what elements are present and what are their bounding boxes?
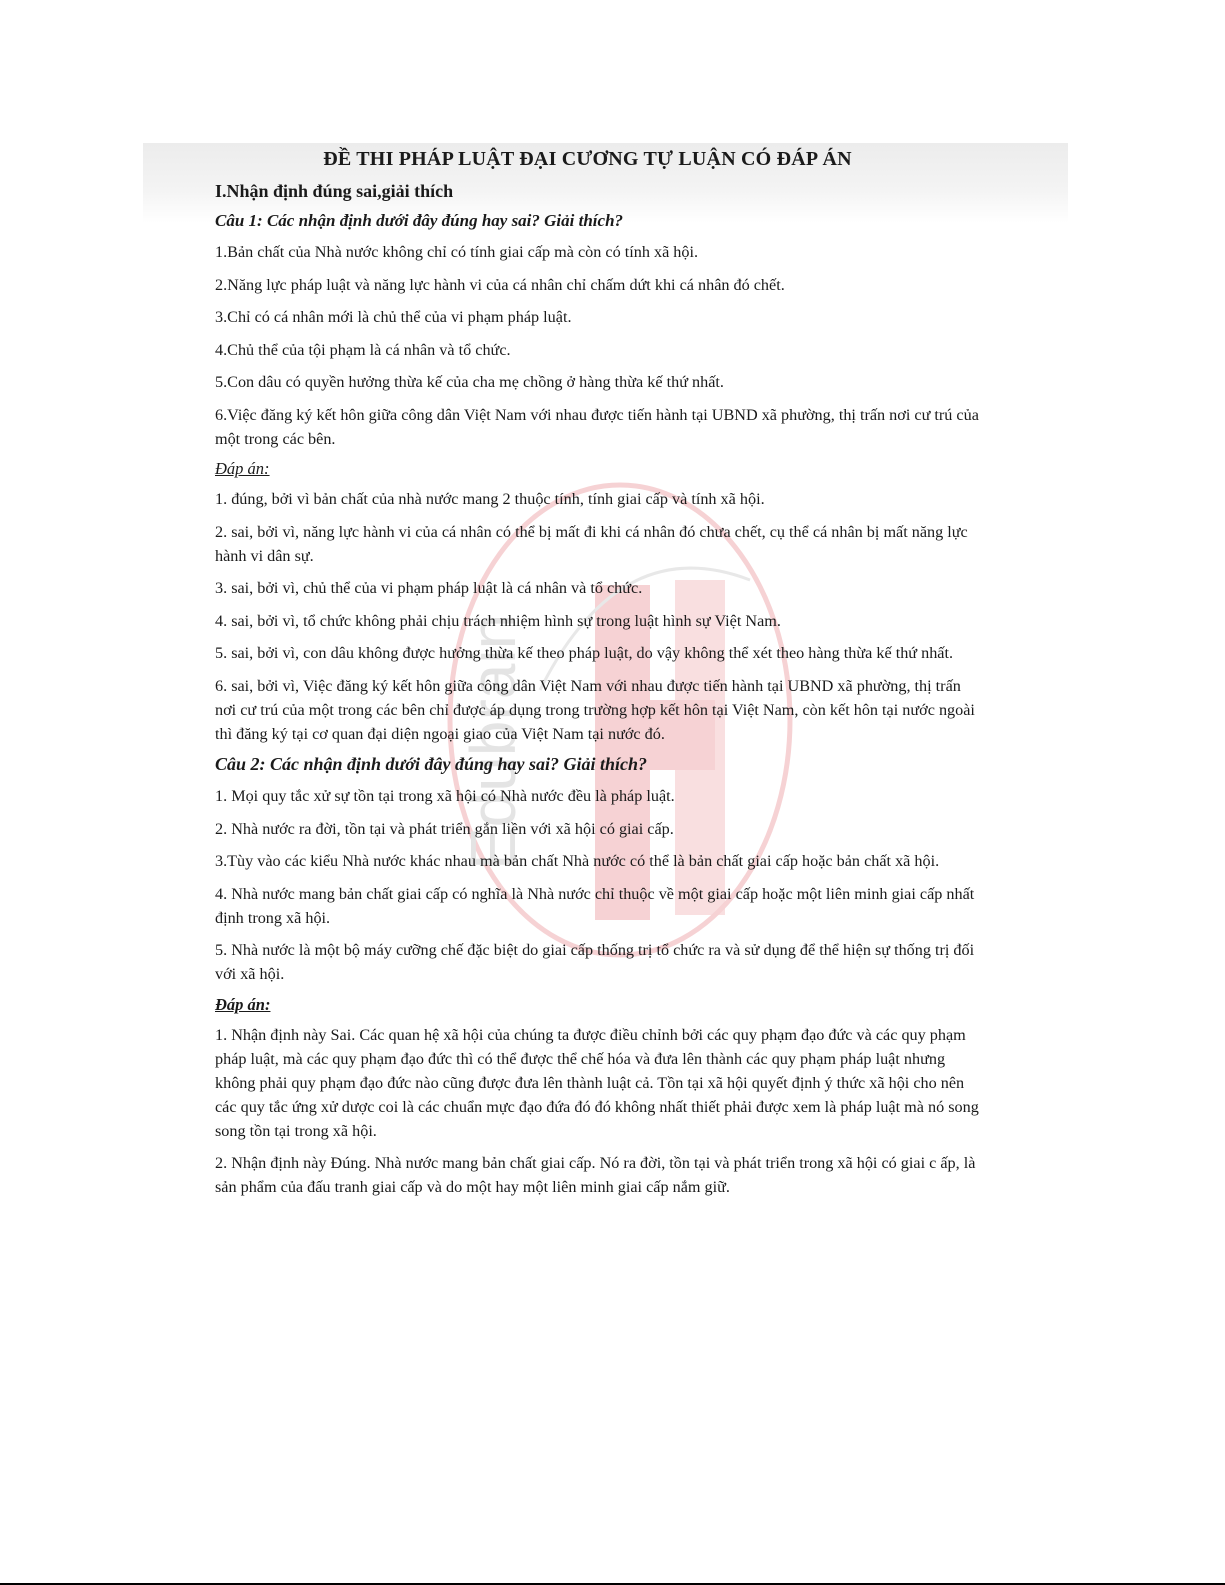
question-1-heading: Câu 1: Các nhận định dưới đây đúng hay sai? Giải thích? bbox=[215, 211, 624, 230]
q1-answer-4: 4. sai, bởi vì, tổ chức không phải chịu trách nhiệm hình sự trong luật hình sự Việt Nam. bbox=[215, 611, 781, 630]
q1-answer-1: 1. đúng, bởi vì bản chất của nhà nước mang 2 thuộc tính, tính giai cấp và tính xã hội. bbox=[215, 490, 765, 508]
q2-statement-5: 5. Nhà nước là một bộ máy cưỡng chế đặc biệt do giai cấp thống trị tổ chức ra và sử dụng để thể hiện sự thống trị đối với xã hội. bbox=[215, 941, 975, 983]
q2-answer-2: 2. Nhận định này Đúng. Nhà nước mang bản chất giai cấp. Nó ra đời, tồn tại và phát triển trong xã hội có giai c ấp, là sản phẩm của đấu tranh giai cấp và do một hay một liên minh giai cấp nắm giữ. bbox=[215, 1154, 976, 1196]
q1-statement-6: 6.Việc đăng ký kết hôn giữa công dân Việt Nam với nhau được tiến hành tại UBND xã phường, thị trấn nơi cư trú của một trong các bên. bbox=[215, 405, 979, 448]
q2-statement-4: 4. Nhà nước mang bản chất giai cấp có nghĩa là Nhà nước chỉ thuộc về một giai cấp hoặc một liên minh giai cấp nhất định trong xã hội. bbox=[215, 884, 975, 927]
q2-answer-label: Đáp án: bbox=[215, 994, 271, 1014]
q1-answer-label: Đáp án: bbox=[215, 459, 270, 478]
page-title: ĐỀ THI PHÁP LUẬT ĐẠI CƯƠNG TỰ LUẬN CÓ ĐÁP ÁN bbox=[323, 148, 852, 170]
q1-answer-3: 3. sai, bởi vì, chủ thể của vi phạm pháp luật là cá nhân và tổ chức. bbox=[215, 579, 643, 597]
document-body bbox=[215, 148, 980, 1208]
q1-statement-3: 3.Chỉ có cá nhân mới là chủ thể của vi phạm pháp luật. bbox=[215, 308, 572, 326]
q1-answer-6: 6. sai, bởi vì, Việc đăng ký kết hôn giữa công dân Việt Nam với nhau được tiến hành tại UBND xã phường, thị trấn nơi cư trú của một trong các bên chỉ được áp dụng trong trường hợp kết hôn tại Việt Nam, còn kết hôn tại nước ngoài thì đăng ký tại cơ quan đại diện ngoại giao của Việt Nam tại nước đó. bbox=[215, 676, 975, 743]
question-2-heading: Câu 2: Các nhận định dưới đây đúng hay sai? Giải thích? bbox=[215, 754, 648, 774]
q1-answer-2: 2. sai, bởi vì, năng lực hành vi của cá nhân có thể bị mất đi khi cá nhân đó chưa chết, cụ thể cá nhân bị mất năng lực hành vi dân sự. bbox=[215, 522, 968, 565]
q1-statement-1: 1.Bản chất của Nhà nước không chỉ có tính giai cấp mà còn có tính xã hội. bbox=[215, 243, 699, 261]
q1-statement-5: 5.Con dâu có quyền hưởng thừa kế của cha mẹ chồng ở hàng thừa kế thứ nhất. bbox=[215, 373, 724, 391]
q1-statement-4: 4.Chủ thể của tội phạm là cá nhân và tổ chức. bbox=[215, 340, 511, 359]
q2-statement-1: 1. Mọi quy tắc xử sự tồn tại trong xã hội có Nhà nước đều là pháp luật. bbox=[215, 787, 675, 805]
q1-answer-5: 5. sai, bởi vì, con dâu không được hưởng thừa kế theo pháp luật, do vậy không thể xét theo hàng thừa kế thứ nhất. bbox=[215, 644, 954, 662]
q2-answer-1: 1. Nhận định này Sai. Các quan hệ xã hội của chúng ta được điều chỉnh bởi các quy phạm đạo đức và các quy phạm pháp luật, mà các quy phạm đạo đức thì có thể được thể chế hóa và đưa lên thành các quy phạm pháp luật nhưng không phải quy phạm đạo đức nào cũng được đưa lên thành luật cả. Tồn tại xã hội quyết định ý thức xã hội cho nên các quy tắc ứng xử dược coi là các chuẩn mực đạo đứa đó đó không nhất thiết phải được xem là pháp luật mà nó song song tồn tại trong xã hội. bbox=[215, 1025, 979, 1140]
q1-statement-2: 2.Năng lực pháp luật và năng lực hành vi của cá nhân chỉ chấm dứt khi cá nhân đó chết. bbox=[215, 275, 785, 294]
section-heading: I.Nhận định đúng sai,giải thích bbox=[215, 181, 454, 201]
q2-statement-3: 3.Tùy vào các kiểu Nhà nước khác nhau mà bản chất Nhà nước có thể là bản chất giai cấp hoặc bản chất xã hội. bbox=[215, 852, 940, 870]
q2-statement-2: 2. Nhà nước ra đời, tồn tại và phát triển gắn liền với xã hội có giai cấp. bbox=[215, 819, 674, 838]
watermark-text: Edubrain bbox=[457, 613, 529, 870]
